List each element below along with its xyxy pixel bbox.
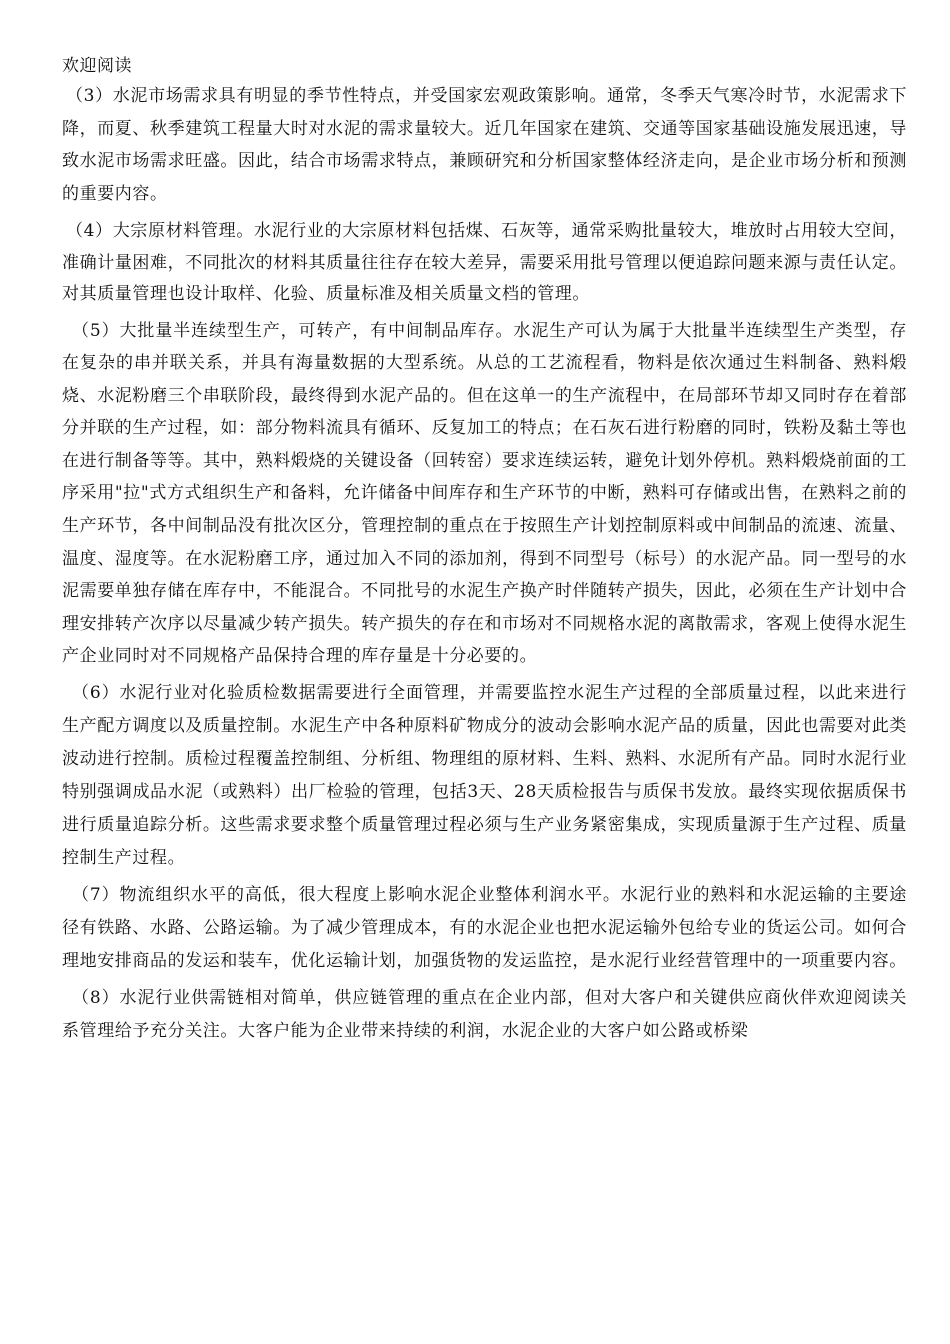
document-page bbox=[62, 52, 907, 1050]
paragraph-5: （5）大批量半连续型生产，可转产，有中间制品库存。水泥生产可认为属于大批量半连续型生产类型，存在复杂的串并联关系，并具有海量数据的大型系统。从总的工艺流程看，物料是依次通过生料制备、熟料煅烧、水泥粉磨三个串联阶段，最终得到水泥产品的。但在这单一的生产流程中，在局部环节却又同时存在着部分并联的生产过程，如：部分物料流具有循环、反复加工的特点；在石灰石进行粉磨的同时，铁粉及黏土等也在进行制备等等。其中，熟料煅烧的关键设备（回转窑）要求连续运转，避免计划外停机。熟料煅烧前面的工序采用"拉"式方式组织生产和备料，允许储备中间库存和生产环节的中断，熟料可存储或出售，在熟料之前的生产环节，各中间制品没有批次区分，管理控制的重点在于按照生产计划控制原料或中间制品的流速、流量、温度、湿度等。在水泥粉磨工序，通过加入不同的添加剂，得到不同型号（标号）的水泥产品。同一型号的水泥需要单独存储在库存中，不能混合。不同批号的水泥生产换产时伴随转产损失，因此，必须在生产计划中合理安排转产次序以尽量减少转产损失。转产损失的存在和市场对不同规格水泥的离散需求，客观上使得水泥生产企业同时对不同规格产品保持合理的库存量是十分必要的。 bbox=[62, 320, 907, 667]
paragraph-8: （8）水泥行业供需链相对简单，供应链管理的重点在企业内部，但对大客户和关键供应商伙伴欢迎阅读关系管理给予充分关注。大客户能为企业带来持续的利润，水泥企业的大客户如公路或桥梁 bbox=[62, 988, 907, 1042]
paragraph-4: （4）大宗原材料管理。水泥行业的大宗原材料包括煤、石灰等，通常采购批量较大，堆放时占用较大空间，准确计量困难，不同批次的材料其质量往往存在较大差异，需要采用批号管理以便追踪问题来源与责任认定。对其质量管理也设计取样、化验、质量标准及相关质量文档的管理。 bbox=[62, 221, 907, 304]
paragraph-7: （7）物流组织水平的高低，很大程度上影响水泥企业整体利润水平。水泥行业的熟料和水泥运输的主要途径有铁路、水路、公路运输。为了减少管理成本，有的水泥企业也把水泥运输外包给专业的货运公司。如何合理地安排商品的发运和装车，优化运输计划，加强货物的发运监控，是水泥行业经营管理中的一项重要内容。 bbox=[62, 885, 907, 972]
paragraph-6: （6）水泥行业对化验质检数据需要进行全面管理，并需要监控水泥生产过程的全部质量过程，以此来进行生产配方调度以及质量控制。水泥生产中各种原料矿物成分的波动会影响水泥产品的质量，因此也需要对此类波动进行控制。质检过程覆盖控制组、分析组、物理组的原材料、生料、熟料、水泥所有产品。同时水泥行业特别强调成品水泥（或熟料）出厂检验的管理，包括3天、28天质检报告与质保书发放。最终实现依据质保书进行质量追踪分析。这些需求要求整个质量管理过程必须与生产业务紧密集成，实现质量源于生产过程、质量控制生产过程。 bbox=[62, 683, 907, 869]
page-header: 欢迎阅读 bbox=[62, 56, 132, 76]
paragraph-3: （3）水泥市场需求具有明显的季节性特点，并受国家宏观政策影响。通常，冬季天气寒冷时节，水泥需求下降，而夏、秋季建筑工程量大时对水泥的需求量较大。近几年国家在建筑、交通等国家基础设施发展迅速，导致水泥市场需求旺盛。因此，结合市场需求特点，兼顾研究和分析国家整体经济走向，是企业市场分析和预测的重要内容。 bbox=[62, 86, 907, 204]
